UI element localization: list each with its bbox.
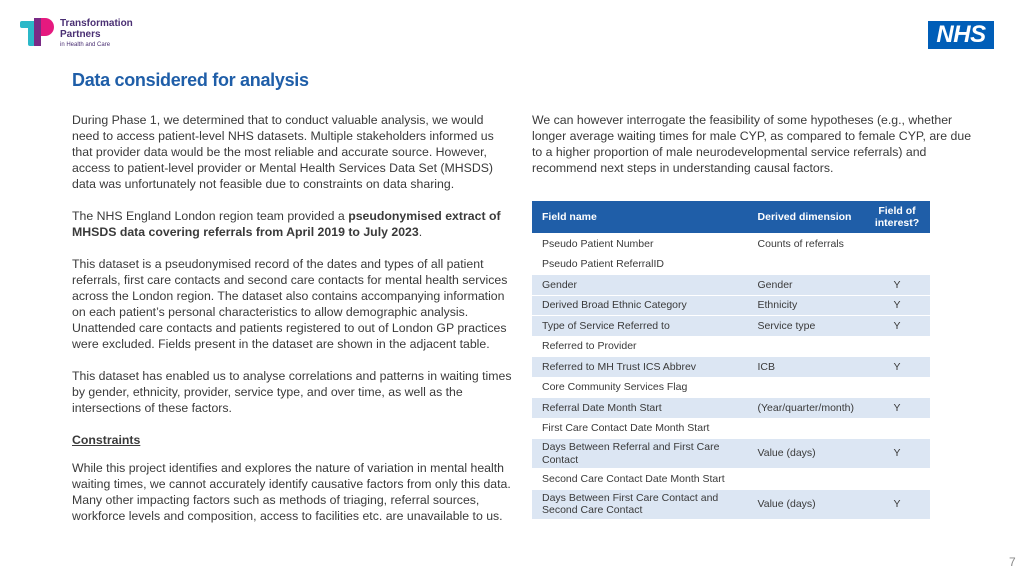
cell-derived-dimension [748,255,865,275]
cell-field-of-interest: Y [864,398,930,418]
logo-line-1: Transformation [60,17,133,29]
header-derived-dimension: Derived dimension [748,201,865,233]
table-row [532,398,930,418]
dataset-paragraph: This dataset is a pseudonymised record of the dates and types of all patient referrals, first care contacts and second care contacts for mental health services across the London region. The dataset also contains accompanying information on each patient’s personal characteristics to allow demographic analysis. Unattended care contacts and patients registered to out of London GP practices were excluded. Fields present in the dataset are shown in the adjacent table. [72,257,508,351]
cell-field-of-interest: Y [864,490,930,519]
cell-derived-dimension: Counts of referrals [748,234,865,254]
cell-field-name: Referred to MH Trust ICS Abbrev [532,357,748,377]
logo-line-3: in Health and Care [60,41,111,48]
extract-period: . [418,225,423,239]
table-row [532,439,930,468]
cell-derived-dimension: Service type [748,316,865,336]
cell-field-of-interest: Y [864,357,930,377]
cell-derived-dimension: ICB [748,357,865,377]
cell-field-name: Referred to Provider [532,337,748,357]
header-field-name: Field name [532,201,748,233]
right-column [532,112,972,176]
cell-field-of-interest: Y [864,439,930,468]
hypotheses-paragraph: We can however interrogate the feasibility of some hypotheses (e.g., whether longer average waiting times for male CYP, as compared to female CYP, are due to a higher proportion of male neurodevelopmental service referrals) and recommend next steps in understanding causal factors. [532,113,972,175]
table-row [532,469,930,489]
table-row [532,357,930,377]
cell-field-name: Type of Service Referred to [532,316,748,336]
fields-table [532,200,930,520]
table-row [532,490,930,519]
table-row [532,419,930,439]
page-title: Data considered for analysis [72,70,309,90]
tp-logo-mark [20,18,54,48]
cell-field-of-interest: Y [864,296,930,316]
cell-field-name: Pseudo Patient ReferralID [532,255,748,275]
cell-derived-dimension [748,419,865,439]
table-row [532,316,930,336]
tp-logo-text [60,19,133,48]
cell-field-of-interest [864,337,930,357]
intro-paragraph: During Phase 1, we determined that to conduct valuable analysis, we would need to access patient-level NHS datasets. Multiple stakeholders informed us that provider data would be the most reliable and accurate source. However, access to patient-level provider or Mental Health Services Data Set (MHSDS) data was unfortunately not feasible due to constraints on data sharing. [72,113,494,191]
nhs-logo: NHS [928,21,994,49]
header-field-of-interest: Field of interest? [864,201,930,233]
table-row [532,234,930,254]
extract-paragraph [72,208,512,240]
cell-derived-dimension [748,469,865,489]
cell-field-of-interest: Y [864,316,930,336]
logo-line-2: Partners [60,28,101,40]
cell-field-name: Days Between First Care Contact and Second Care Contact [532,490,748,519]
table-row [532,378,930,398]
left-column [72,112,512,540]
table-row [532,255,930,275]
cell-derived-dimension: (Year/quarter/month) [748,398,865,418]
cell-field-name: Days Between Referral and First Care Contact [532,439,748,468]
cell-field-of-interest [864,234,930,254]
cell-field-of-interest [864,378,930,398]
constraints-heading-text: Constraints [72,433,141,447]
analysis-paragraph: This dataset has enabled us to analyse correlations and patterns in waiting times by gender, ethnicity, provider, service type, and over time, as well as the intersections of these factors. [72,369,512,415]
cell-derived-dimension [748,337,865,357]
cell-field-name: Gender [532,275,748,295]
cell-field-name: Pseudo Patient Number [532,234,748,254]
table-row [532,275,930,295]
page-number: 7 [1009,555,1016,569]
constraints-paragraph: While this project identifies and explores the nature of variation in mental health waiting times, we cannot accurately identify causative factors from only this data. Many other impacting factors such as methods of triaging, referral sources, workforce levels and composition, access to facilities etc. are unavailable to us. [72,461,511,523]
cell-field-of-interest: Y [864,275,930,295]
extract-bold-text: pseudonymised extract of MHSDS data covering referrals from April 2019 to July 2023 [72,209,501,239]
cell-field-name: First Care Contact Date Month Start [532,419,748,439]
cell-derived-dimension: Value (days) [748,490,865,519]
cell-derived-dimension: Gender [748,275,865,295]
table-header-row [532,201,930,233]
extract-text: The NHS England London region team provided a [72,209,349,223]
cell-field-of-interest [864,419,930,439]
cell-field-of-interest [864,469,930,489]
cell-field-name: Referral Date Month Start [532,398,748,418]
cell-derived-dimension: Ethnicity [748,296,865,316]
constraints-heading [72,432,512,448]
table-row [532,296,930,316]
tp-logo [20,18,133,48]
cell-field-of-interest [864,255,930,275]
cell-derived-dimension: Value (days) [748,439,865,468]
cell-field-name: Core Community Services Flag [532,378,748,398]
table-row [532,337,930,357]
cell-field-name: Second Care Contact Date Month Start [532,469,748,489]
cell-derived-dimension [748,378,865,398]
cell-field-name: Derived Broad Ethnic Category [532,296,748,316]
